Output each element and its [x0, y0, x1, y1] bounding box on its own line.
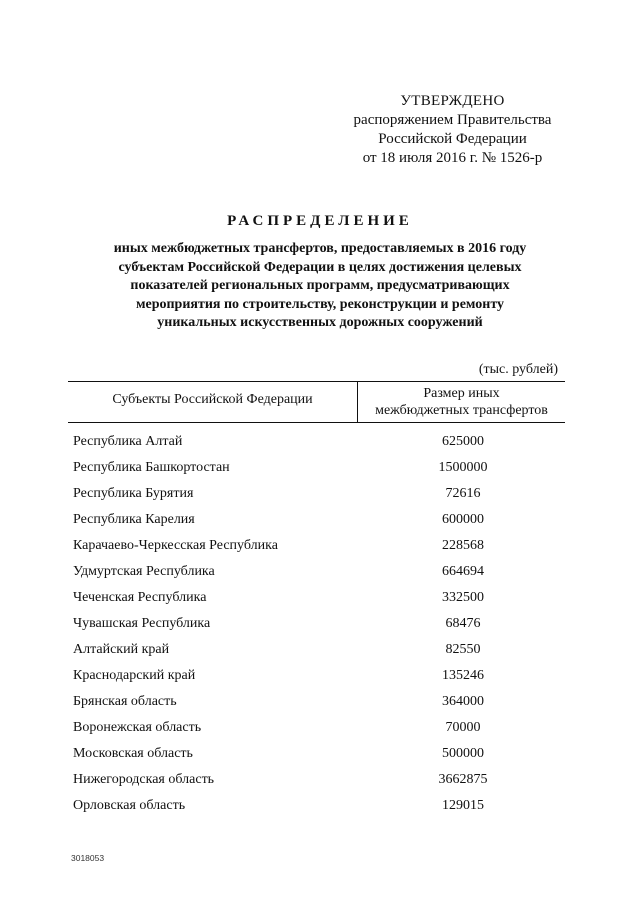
table-row: [73, 588, 565, 614]
table-row: [73, 562, 565, 588]
table-row: [73, 614, 565, 640]
table-row: [73, 484, 565, 510]
transfer-amount: 625000: [442, 434, 484, 449]
transfer-amount: 1500000: [438, 460, 488, 475]
table-row: [73, 796, 565, 822]
table-row: [73, 666, 565, 692]
table-header-bottom-rule: [68, 422, 565, 423]
approval-line-3: от 18 июля 2016 г. № 1526-р: [362, 150, 543, 166]
subject-name: Алтайский край: [73, 642, 170, 657]
unit-label: (тыс. рублей): [478, 362, 558, 377]
transfer-amount: 82550: [445, 642, 481, 657]
subject-name: Брянская область: [73, 694, 177, 709]
transfer-amount: 72616: [445, 486, 481, 501]
transfer-amount: 135246: [442, 668, 484, 683]
subject-name: Чеченская Республика: [73, 590, 207, 605]
subject-name: Карачаево-Черкесская Республика: [73, 538, 278, 553]
subject-name: Воронежская область: [73, 720, 202, 735]
approval-stamp: [345, 92, 560, 168]
transfers-table-body: [73, 432, 565, 822]
transfer-amount: 664694: [442, 564, 484, 579]
transfer-amount: 70000: [445, 720, 481, 735]
subject-name: Удмуртская Республика: [73, 564, 215, 579]
transfer-amount: 600000: [442, 512, 484, 527]
document-code: 3018053: [71, 853, 105, 863]
document-subtitle: [70, 240, 570, 333]
transfer-amount: 500000: [442, 746, 484, 761]
table-row: [73, 744, 565, 770]
table-row: [73, 718, 565, 744]
subject-name: Республика Бурятия: [73, 486, 194, 501]
transfer-amount: 3662875: [438, 772, 488, 787]
column-header-amount-line-2: межбюджетных трансфертов: [375, 403, 548, 418]
column-header-amount: [358, 385, 565, 419]
transfer-amount: 332500: [442, 590, 484, 605]
column-header-subjects: Субъекты Российской Федерации: [112, 392, 313, 407]
subtitle-line-3: показателей региональных программ, предусматривающих: [130, 278, 510, 293]
column-header-amount-line-1: Размер иных: [423, 386, 500, 401]
approved-label: УТВЕРЖДЕНО: [400, 93, 505, 109]
subject-name: Московская область: [73, 746, 193, 761]
subtitle-line-2: субъектам Российской Федерации в целях достижения целевых: [118, 259, 522, 275]
table-row: [73, 536, 565, 562]
subject-name: Республика Башкортостан: [73, 460, 230, 475]
subject-name: Нижегородская область: [73, 772, 215, 787]
table-row: [73, 510, 565, 536]
table-row: [73, 640, 565, 666]
document-title: РАСПРЕДЕЛЕНИЕ: [227, 213, 413, 229]
table-row: [73, 692, 565, 718]
transfer-amount: 129015: [442, 798, 484, 813]
transfer-amount: 68476: [445, 616, 481, 631]
subject-name: Орловская область: [73, 798, 186, 813]
subject-name: Республика Карелия: [73, 512, 195, 527]
subtitle-line-1: иных межбюджетных трансфертов, предоставляемых в 2016 году: [113, 241, 527, 256]
transfer-amount: 228568: [442, 538, 484, 553]
subject-name: Краснодарский край: [73, 668, 196, 683]
transfer-amount: 364000: [442, 694, 484, 709]
subtitle-line-4: мероприятия по строительству, реконструкции и ремонту: [135, 296, 505, 312]
table-header-top-rule: [68, 381, 565, 382]
table-row: [73, 432, 565, 458]
table-row: [73, 770, 565, 796]
subtitle-line-5: уникальных искусственных дорожных сооружений: [157, 315, 483, 330]
subject-name: Чувашская Республика: [73, 616, 211, 631]
approval-line-1: распоряжением Правительства: [353, 112, 552, 128]
subject-name: Республика Алтай: [73, 434, 183, 449]
table-row: [73, 458, 565, 484]
approval-line-2: Российской Федерации: [378, 131, 527, 147]
